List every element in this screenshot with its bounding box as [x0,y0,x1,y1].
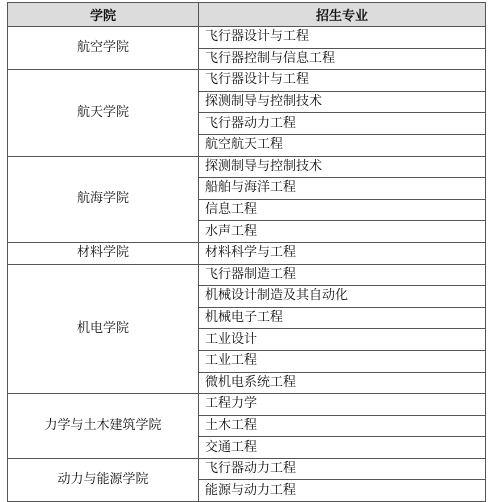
major-cell: 工程力学 [199,394,486,416]
major-cell: 飞行器动力工程 [199,458,486,480]
header-majors: 招生专业 [199,3,486,27]
major-cell: 飞行器制造工程 [199,264,486,286]
majors-table [7,2,486,502]
table-row [8,156,486,178]
table-row [8,70,486,92]
college-name-cell: 材料学院 [8,242,199,264]
major-cell: 微机电系统工程 [199,372,486,394]
major-cell: 飞行器控制与信息工程 [199,48,486,70]
major-cell: 信息工程 [199,199,486,221]
major-cell: 飞行器设计与工程 [199,70,486,92]
college-name-cell: 力学与土木建筑学院 [8,394,199,459]
table-header-row [8,3,486,27]
table-row [8,458,486,480]
major-cell: 机械电子工程 [199,307,486,329]
major-cell: 航空航天工程 [199,134,486,156]
major-cell: 能源与动力工程 [199,480,486,502]
major-cell: 探测制导与控制技术 [199,156,486,178]
header-college: 学院 [8,3,199,27]
major-cell: 水声工程 [199,221,486,243]
major-cell: 探测制导与控制技术 [199,91,486,113]
table-row [8,27,486,49]
college-name-cell: 航天学院 [8,70,199,156]
major-cell: 工业工程 [199,350,486,372]
table-row [8,264,486,286]
college-name-cell: 航空学院 [8,27,199,70]
major-cell: 船舶与海洋工程 [199,178,486,200]
major-cell: 飞行器动力工程 [199,113,486,135]
table-body [8,27,486,502]
college-name-cell: 机电学院 [8,264,199,394]
major-cell: 交通工程 [199,437,486,459]
majors-table-container [7,2,485,502]
table-row [8,242,486,264]
college-name-cell: 动力与能源学院 [8,458,199,501]
major-cell: 工业设计 [199,329,486,351]
major-cell: 机械设计制造及其自动化 [199,286,486,308]
major-cell: 土木工程 [199,415,486,437]
major-cell: 材料科学与工程 [199,242,486,264]
college-name-cell: 航海学院 [8,156,199,242]
table-row [8,394,486,416]
major-cell: 飞行器设计与工程 [199,27,486,49]
